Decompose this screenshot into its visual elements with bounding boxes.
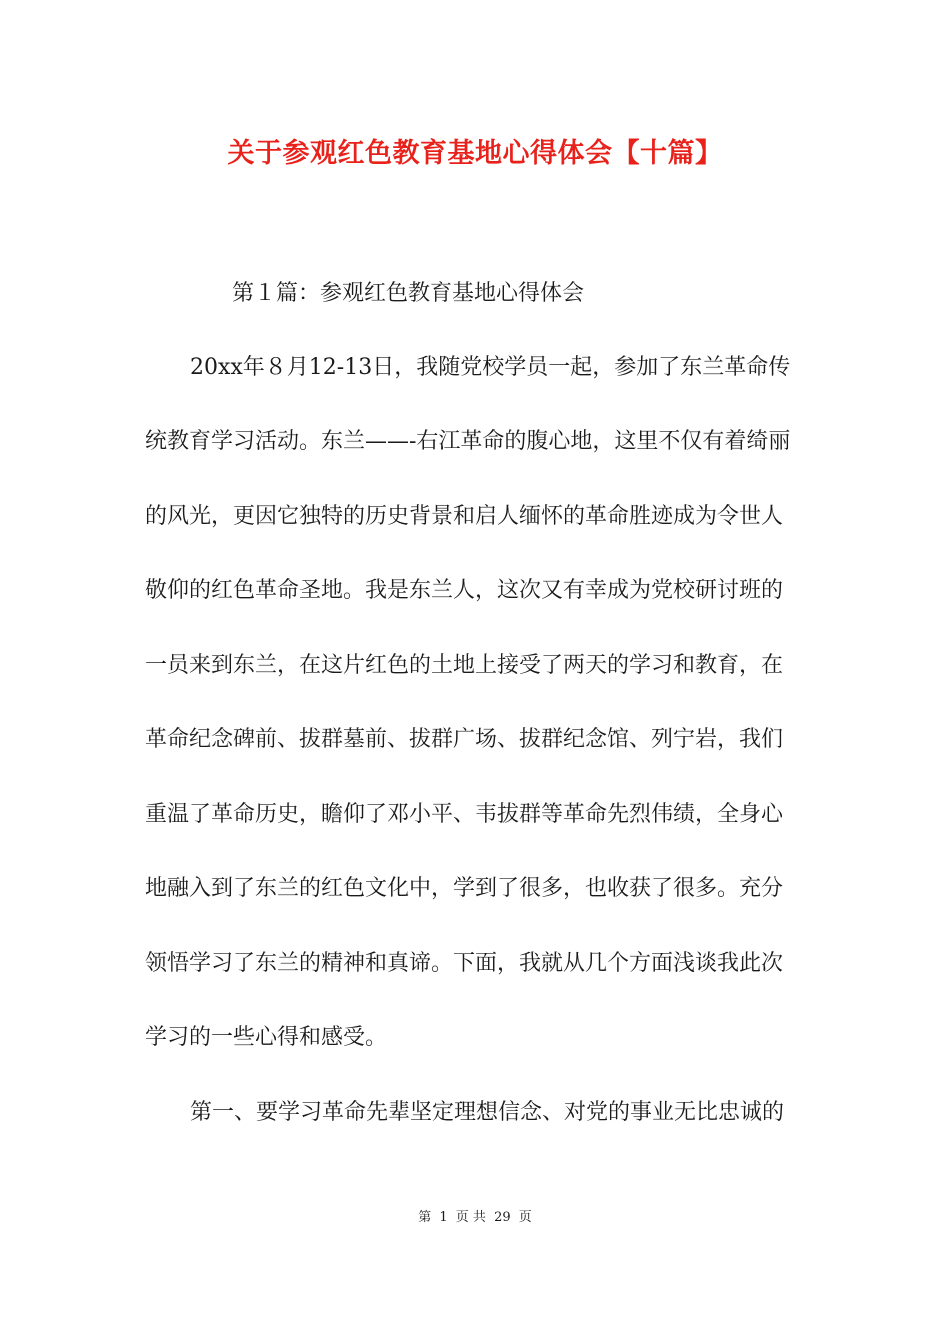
text-line: 的风光，更因它独特的历史背景和启人缅怀的革命胜迹成为令世人 (145, 504, 784, 529)
total-page-count: 29 (494, 1210, 511, 1225)
footer-suffix: 页 (518, 1210, 532, 1225)
current-page-number: 1 (439, 1210, 448, 1225)
text-line: 一员来到东兰，在这片红色的土地上接受了两天的学习和教育，在 (145, 653, 784, 678)
text-line: 敬仰的红色革命圣地。我是东兰人，这次又有幸成为党校研讨班的 (145, 578, 784, 603)
page-footer (0, 1208, 950, 1228)
text-line: 革命纪念碑前、拔群墓前、拔群广场、拔群纪念馆、列宁岩，我们 (145, 727, 784, 752)
text-line: 第一、要学习革命先辈坚定理想信念、对党的事业无比忠诚的 (190, 1100, 785, 1125)
text-line: 地融入到了东兰的红色文化中，学到了很多，也收获了很多。充分 (145, 876, 784, 901)
text-line: 领悟学习了东兰的精神和真谛。下面，我就从几个方面浅谈我此次 (145, 951, 784, 976)
text-line: 学习的一些心得和感受。 (145, 1025, 388, 1050)
footer-prefix: 第 (418, 1210, 432, 1225)
text-line: 20xx年８月12-13日，我随党校学员一起，参加了东兰革命传 (190, 355, 791, 380)
section-heading: 第１篇：参观红色教育基地心得体会 (232, 281, 585, 306)
text-line: 统教育学习活动。东兰——-右江革命的腹心地，这里不仅有着绮丽 (145, 429, 791, 454)
footer-middle: 页 共 (455, 1210, 486, 1225)
document-title: 关于参观红色教育基地心得体会【十篇】 (227, 138, 723, 169)
text-line: 重温了革命历史，瞻仰了邓小平、韦拔群等革命先烈伟绩，全身心 (145, 802, 784, 827)
